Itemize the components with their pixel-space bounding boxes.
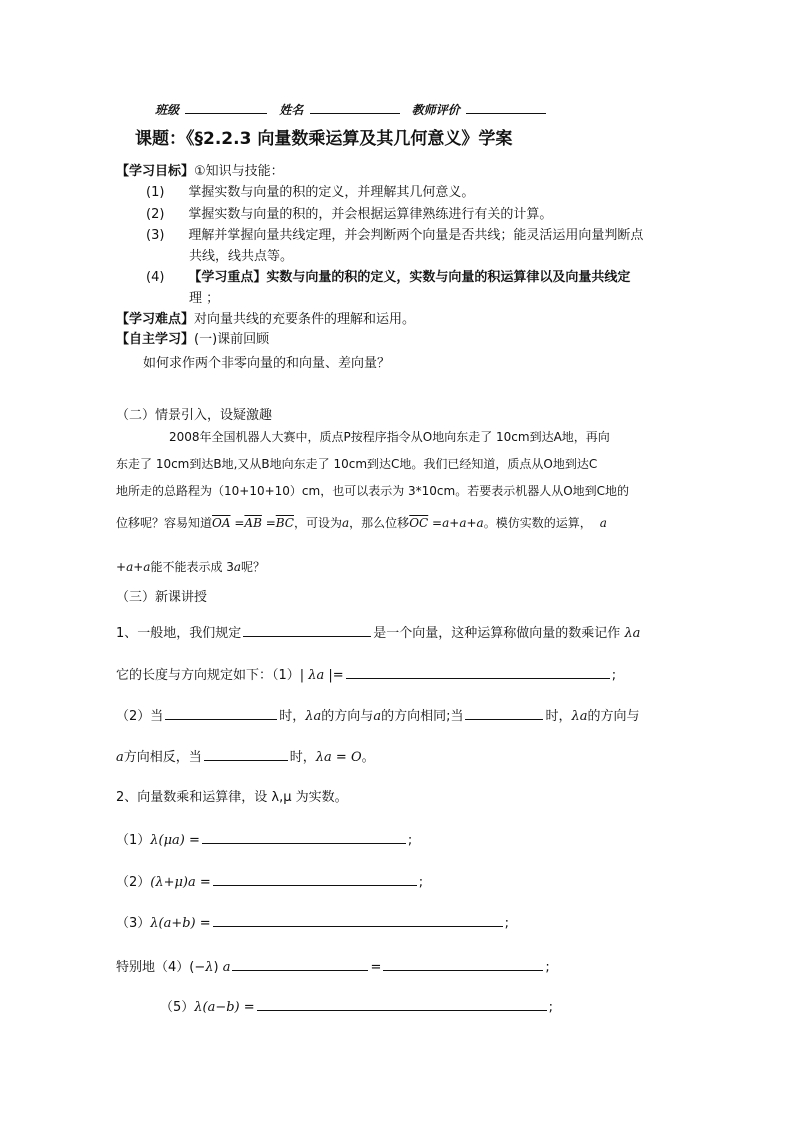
goals-heading: 【学习目标】 [116, 164, 195, 179]
name-label: 姓名 [279, 103, 304, 117]
law-5: （5）λ(a−b) = ; [160, 1000, 554, 1015]
class-label: 班级 [155, 103, 180, 117]
law-2: （2）(λ+μ)a = ; [116, 875, 424, 890]
rule4-row: a方向相反，当 时，λa = O。 [116, 750, 375, 765]
law-1: （1）λ(μa) = ; [116, 833, 413, 848]
goal-item: (4) 【学习重点】实数与向量的积的定义，实数与向量的积运算律以及向量共线定 [146, 270, 631, 285]
goal-item: 共线，线共点等。 [189, 249, 294, 264]
law-4: 特别地（4）(−λ) a = ; [116, 960, 550, 975]
goals-intro: ①知识与技能： [194, 164, 284, 179]
cond1-blank[interactable] [165, 718, 277, 720]
cond3-blank[interactable] [204, 759, 288, 761]
law2-blank[interactable] [213, 884, 417, 886]
section2-p2: 东走了 10cm到达B地,又从B地向东走了 10cm到达C地。我们已经知道，质点从O地到达C [116, 457, 598, 471]
section2-p5: +a+a能不能表示成 3a呢？ [116, 560, 266, 574]
section2-p1: 2008年全国机器人大赛中，质点P按程序指令从O地向东走了 10cm到达A地，再向 [169, 430, 610, 444]
goal-item: (1) 掌握实数与向量的积的定义，并理解其几何意义。 [146, 185, 475, 200]
section2-p4: 位移呢？容易知道$\overline{OA} =\overline{AB} =\overline{BC}$，可设为a，那么位移$\overline{OC} =a+a+a$。模仿实数的运算， a [116, 516, 607, 530]
rule5-row: 2、向量数乘和运算律，设 λ,μ 为实数。 [116, 790, 348, 805]
law5-blank[interactable] [257, 1009, 547, 1011]
goals-heading-row [116, 160, 284, 179]
self-study-row: 【自主学习】(一)课前回顾 [116, 332, 270, 347]
law1-blank[interactable] [202, 842, 406, 844]
header-row [155, 101, 548, 118]
rule1-blank[interactable] [243, 635, 371, 637]
class-blank[interactable] [185, 112, 267, 114]
name-blank[interactable] [310, 112, 400, 114]
section3-title: （三）新课讲授 [116, 590, 208, 605]
section2-title: （二）情景引入，设疑激趣 [116, 408, 273, 423]
section2-p3: 地所走的总路程为（10+10+10）cm，也可以表示为 3*10cm。若要表示机器人从O地到C地的 [116, 484, 630, 498]
difficulty-row: 【学习难点】对向量共线的充要条件的理解和运用。 [116, 312, 416, 327]
question1: 如何求作两个非零向量的和向量、差向量？ [143, 356, 391, 371]
teacher-label: 教师评价 [411, 103, 460, 117]
difficulty-heading: 【学习难点】 [116, 312, 195, 327]
law-3: （3）λ(a+b) = ; [116, 916, 510, 931]
rule2-row: 它的长度与方向规定如下：（1）| λa |= ; [116, 668, 617, 683]
self-study-heading: 【自主学习】 [116, 332, 195, 347]
teacher-blank[interactable] [466, 112, 546, 114]
law4-blank-a[interactable] [232, 969, 368, 971]
rule1-row: 1、一般地，我们规定 是一个向量，这种运算称做向量的数乘记作 λa [116, 626, 641, 641]
cond2-blank[interactable] [465, 718, 543, 720]
length-blank[interactable] [346, 677, 610, 679]
law3-blank[interactable] [213, 925, 503, 927]
goal-item: (2) 掌握实数与向量的积的，并会根据运算律熟练进行有关的计算。 [146, 207, 553, 222]
law4-blank-b[interactable] [383, 969, 543, 971]
rule3-row: （2）当 时，λa的方向与a的方向相同;当 时，λa的方向与 [116, 709, 640, 724]
page-title: 课题：《§2.2.3 向量数乘运算及其几何意义》学案 [135, 129, 513, 149]
goal-item: 理 ； [189, 291, 220, 306]
goal-item: (3) 理解并掌握向量共线定理，并会判断两个向量是否共线；能灵活运用向量判断点 [146, 228, 644, 243]
